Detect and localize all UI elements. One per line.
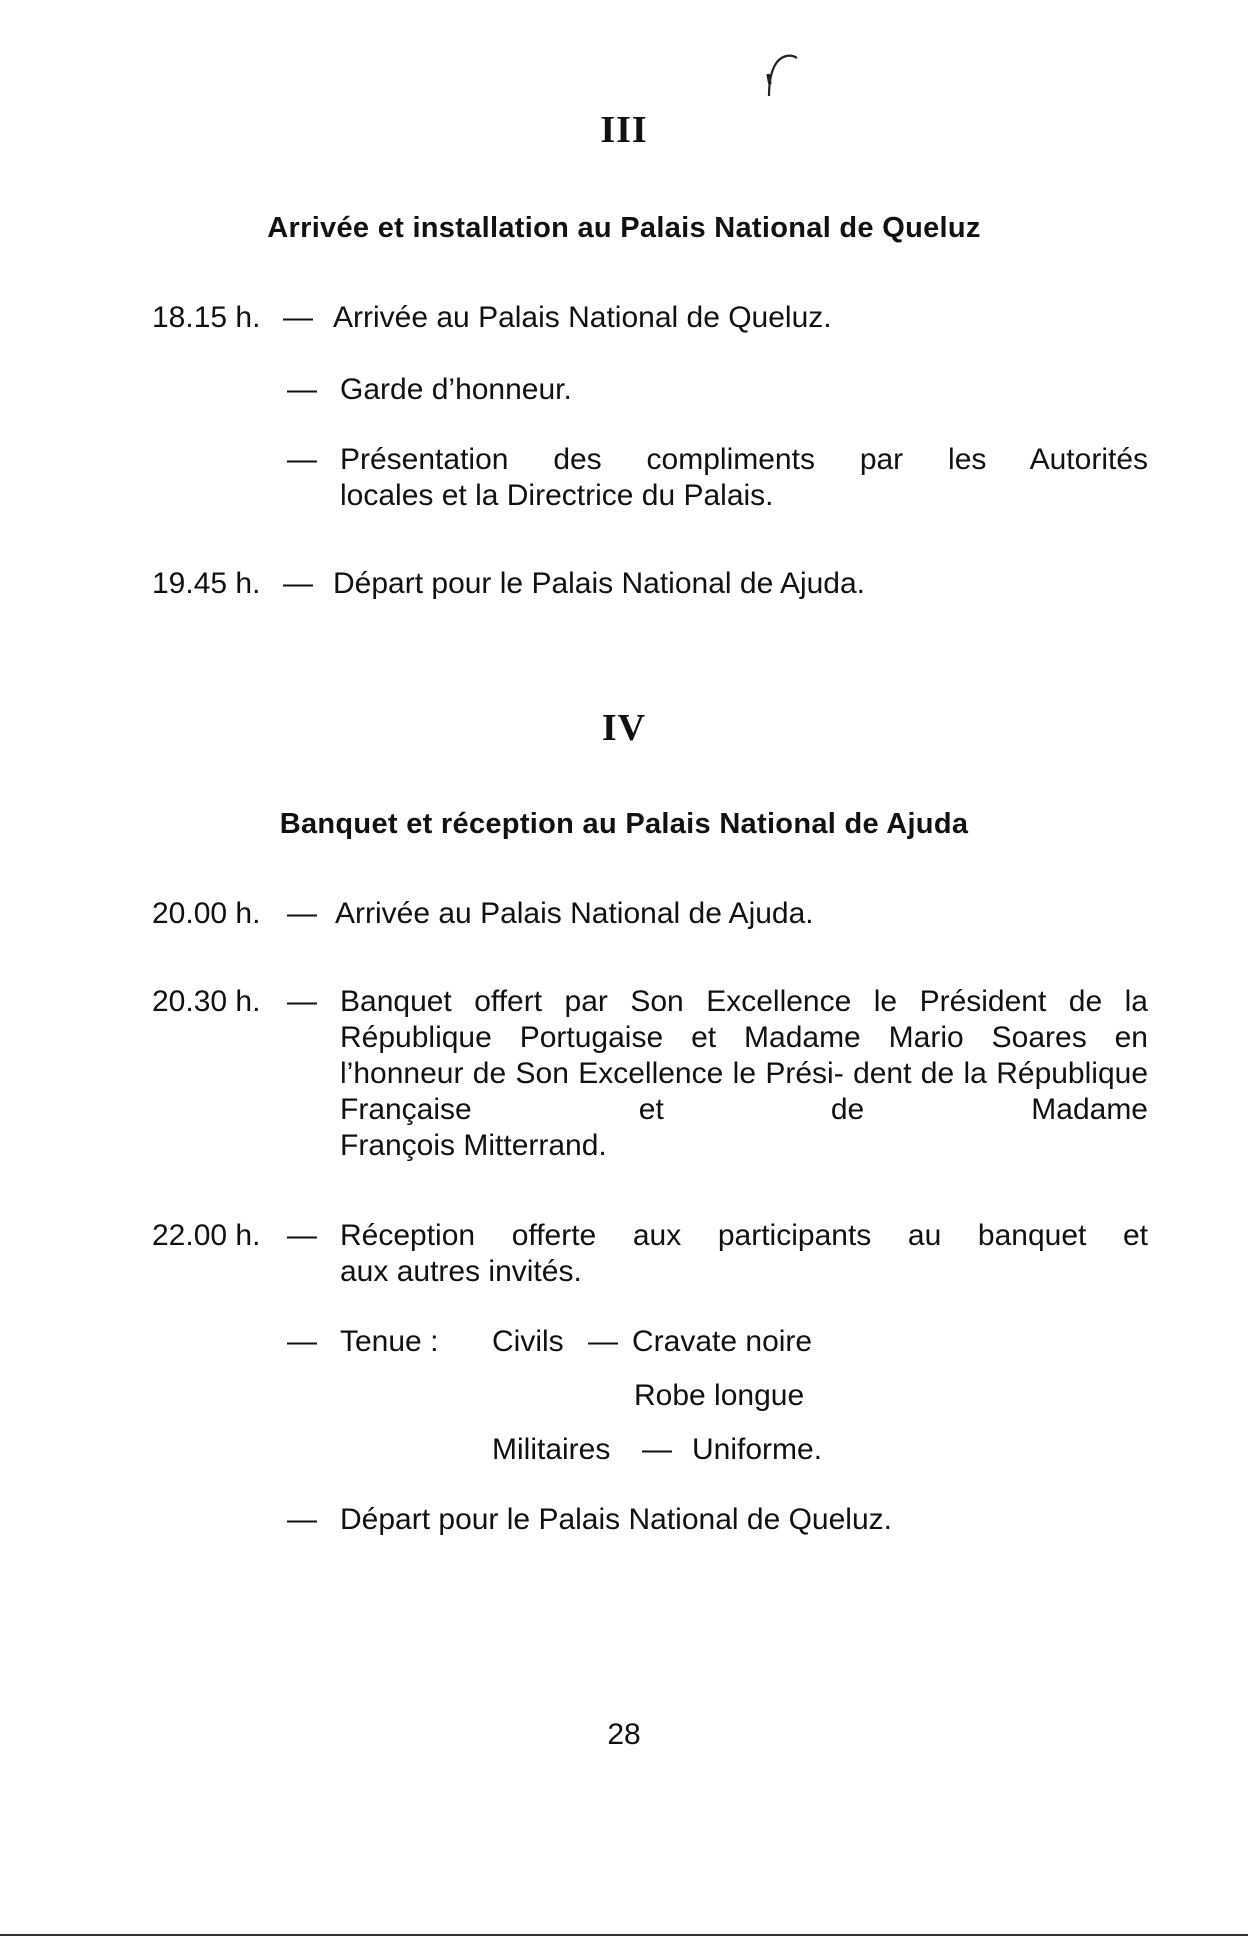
- civils-value: Cravate noire: [632, 1325, 813, 1358]
- section-numeral-4: IV: [601, 707, 647, 749]
- entry-dash: —: [287, 373, 317, 406]
- entry-text: Départ pour le Palais National de Queluz.: [340, 1503, 892, 1536]
- entry-text: Départ pour le Palais National de Ajuda.: [333, 567, 866, 600]
- entry-text: Garde d’honneur.: [340, 373, 572, 406]
- entry-dash: —: [287, 1219, 317, 1252]
- entry-time: 20.30 h.: [152, 985, 261, 1018]
- militaires-dash: —: [642, 1433, 672, 1466]
- entry-dash: —: [287, 443, 317, 476]
- entry-dash: —: [287, 1325, 317, 1358]
- civils-label: Civils: [492, 1325, 564, 1358]
- pen-mark-icon: [765, 52, 799, 100]
- entry-dash: —: [283, 567, 313, 600]
- civils-dash: —: [588, 1325, 618, 1358]
- entry-line: François Mitterrand.: [340, 1129, 607, 1162]
- entry-line: aux autres invités.: [340, 1255, 582, 1288]
- entry-text: [340, 442, 1148, 514]
- entry-text: [340, 984, 1148, 1164]
- entry-dash: —: [283, 301, 313, 334]
- entry-line: Banquet offert par Son Excellence le Président: [340, 985, 1047, 1018]
- robe-value: Robe longue: [634, 1379, 805, 1412]
- section-numeral-3: III: [600, 109, 648, 151]
- entry-dash: —: [287, 897, 317, 930]
- section-heading-4: Banquet et réception au Palais National de Ajuda: [279, 808, 969, 840]
- militaires-value: Uniforme.: [692, 1433, 823, 1466]
- entry-line: de la République Portugaise et Madame Mario: [340, 985, 1148, 1054]
- entry-line: Réception offerte aux participants au banquet et: [340, 1219, 1148, 1252]
- dress-code-label: Tenue :: [340, 1325, 439, 1358]
- page-number: 28: [607, 1718, 641, 1751]
- entry-text: [340, 1218, 1148, 1290]
- section-heading-3: Arrivée et installation au Palais National de Queluz: [267, 212, 981, 244]
- entry-time: 18.15 h.: [152, 301, 261, 334]
- entry-time: 20.00 h.: [152, 897, 261, 930]
- entry-dash: —: [287, 985, 317, 1018]
- entry-line: Soares en l’honneur de Son Excellence le Prési-: [340, 1021, 1148, 1090]
- militaires-label: Militaires: [492, 1433, 611, 1466]
- entry-line: dent de la République Française et de Madame: [340, 1057, 1149, 1126]
- entry-text: Arrivée au Palais National de Queluz.: [333, 301, 832, 334]
- entry-line: Présentation des compliments par les Autorités: [340, 443, 1148, 476]
- bottom-rule: [0, 1934, 1248, 1936]
- entry-text: Arrivée au Palais National de Ajuda.: [335, 897, 814, 930]
- entry-time: 22.00 h.: [152, 1219, 261, 1252]
- entry-time: 19.45 h.: [152, 567, 261, 600]
- entry-line: locales et la Directrice du Palais.: [340, 479, 774, 512]
- entry-dash: —: [287, 1503, 317, 1536]
